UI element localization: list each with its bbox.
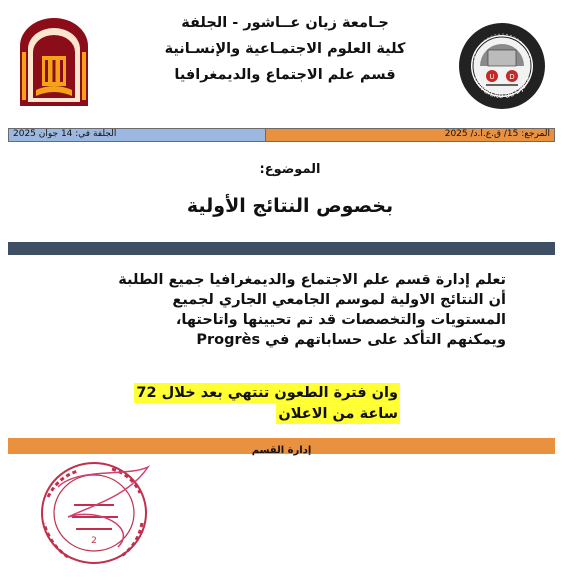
reference-cell (265, 129, 554, 141)
university-logo (458, 22, 546, 110)
signature-bar (8, 438, 555, 454)
reference-number: المرجع: 15/ ق.ع.ا.د/ 2025 (444, 129, 550, 139)
announcement-body (40, 270, 506, 350)
logo-caption: Université de Djelfa (471, 74, 533, 101)
appeal-notice (136, 382, 400, 424)
body-line: تعلم إدارة قسم علم الاجتماع والديمغرافيا جميع الطلبة (118, 272, 506, 288)
university-name: جـامعة زيان عــاشور - الجلفة (181, 15, 389, 31)
highlighted-line: وان فترة الطعون تنتهي بعد خلال 72 (136, 385, 398, 401)
reference-bar (8, 128, 555, 142)
body-line: المستويات والتخصصات قد تم تحيينها واتاحتها، (175, 312, 506, 328)
date-cell (9, 129, 265, 141)
faculty-logo (16, 16, 92, 110)
section-divider (8, 242, 555, 255)
svg-text:U: U (489, 73, 495, 81)
subject-label: الموضوع: (259, 162, 321, 177)
faculty-name: كلية العلوم الاجتمـاعية والإنسـانية (164, 41, 406, 57)
svg-text:D: D (509, 73, 515, 81)
svg-text:2: 2 (91, 536, 97, 546)
official-stamp (28, 457, 168, 577)
body-line: ويمكنهم التأكد على حساباتهم في Progrès (196, 332, 506, 348)
signature-label: إدارة القسم (251, 445, 312, 456)
document-date: الجلفة في: 14 جوان 2025 (13, 129, 117, 139)
subject-title: بخصوص النتائج الأولية (186, 195, 394, 217)
highlighted-line: ساعة من الاعلان (278, 406, 398, 422)
department-name: قسم علم الاجتماع والديمغرافيا (174, 67, 396, 83)
body-line: أن النتائج الاولية لموسم الجامعي الجاري لجميع (172, 292, 506, 308)
letterhead (110, 10, 460, 88)
